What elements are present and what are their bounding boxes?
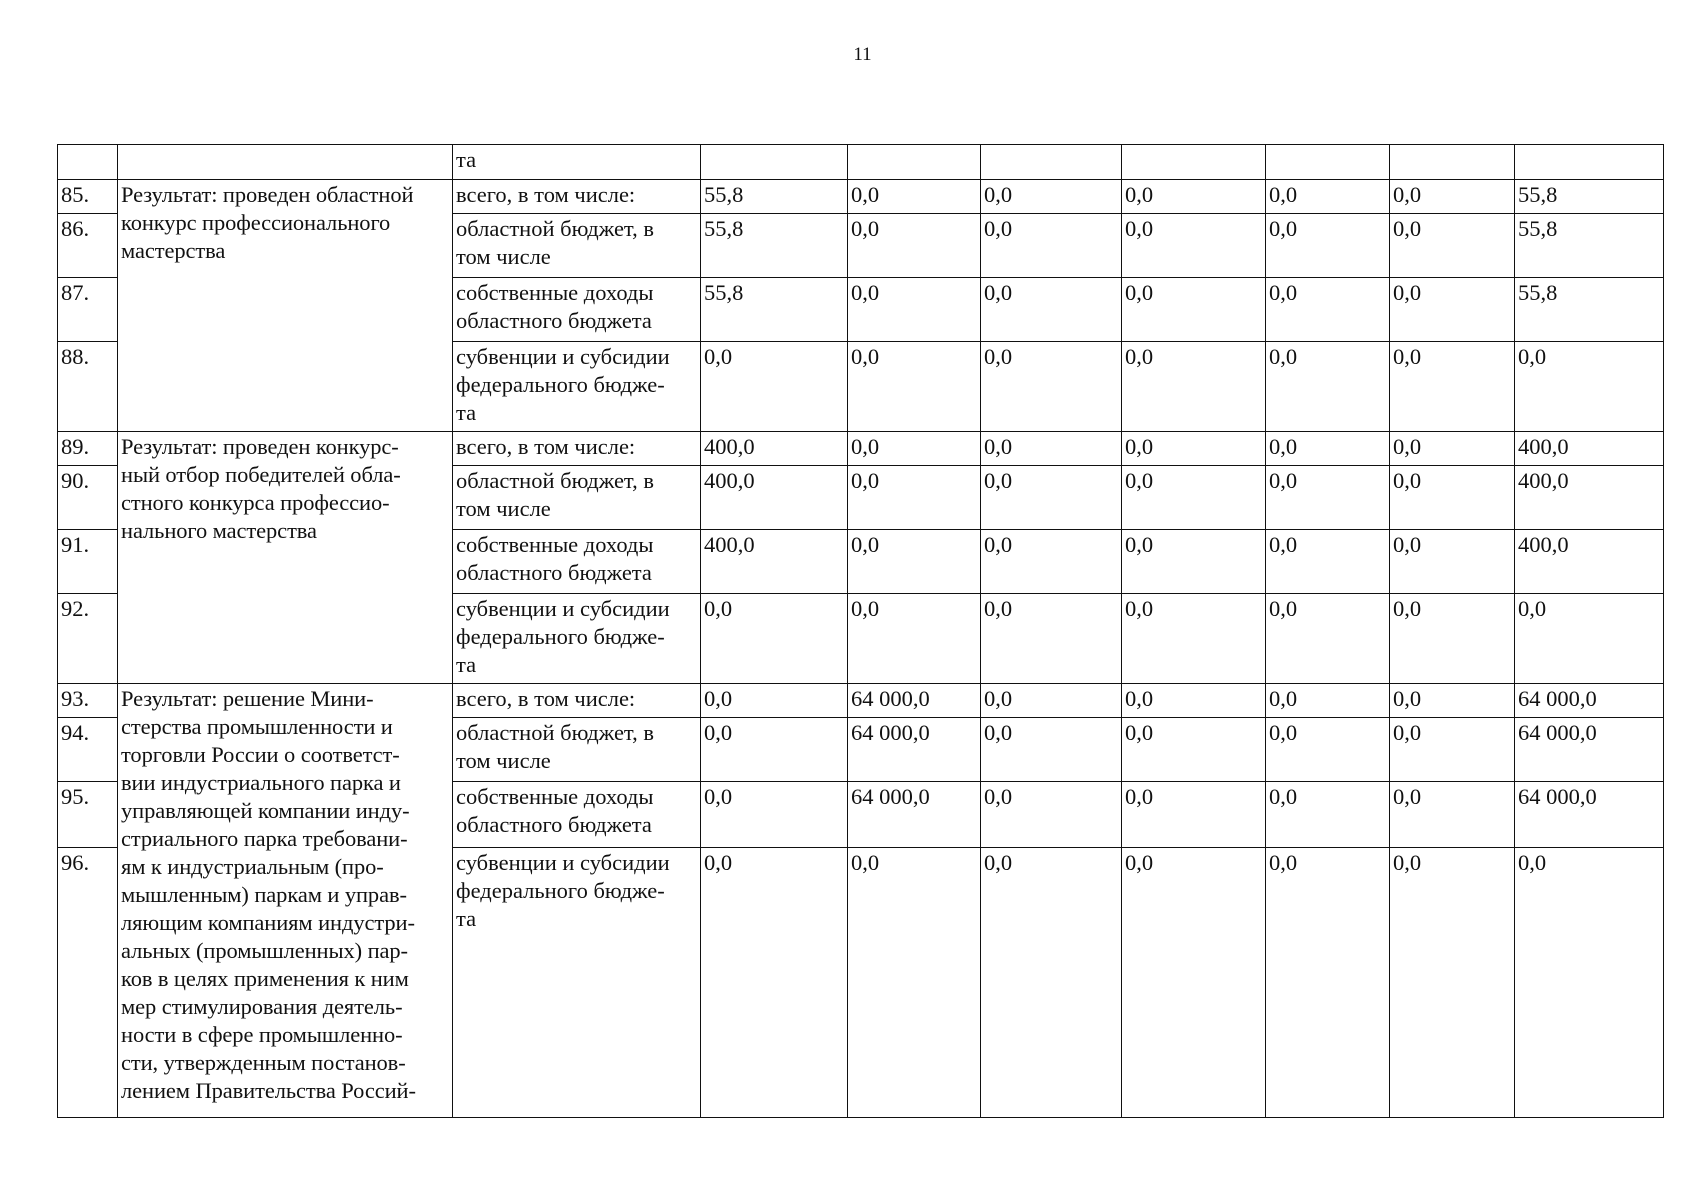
row-number-cell: 93. [58, 684, 118, 718]
value-cell [1266, 145, 1390, 180]
row-number-cell: 92. [58, 594, 118, 684]
value-cell: 0,0 [1390, 466, 1515, 530]
value-cell [981, 145, 1122, 180]
value-cell: 0,0 [701, 594, 848, 684]
value-cell: 0,0 [701, 342, 848, 432]
value-cell: 400,0 [1515, 530, 1664, 594]
value-cell: 0,0 [1266, 432, 1390, 466]
value-cell: 0,0 [848, 466, 981, 530]
value-cell: 0,0 [1122, 342, 1266, 432]
value-cell: 64 000,0 [848, 718, 981, 782]
value-cell: 0,0 [848, 342, 981, 432]
value-cell: 0,0 [981, 180, 1122, 214]
value-cell: 0,0 [1266, 594, 1390, 684]
row-number-cell: 87. [58, 278, 118, 342]
value-cell: 0,0 [981, 342, 1122, 432]
value-cell: 0,0 [1266, 278, 1390, 342]
value-cell: 0,0 [1266, 684, 1390, 718]
value-cell: 0,0 [1122, 432, 1266, 466]
value-cell: 64 000,0 [848, 782, 981, 848]
value-cell: 0,0 [1515, 342, 1664, 432]
row-number-cell: 88. [58, 342, 118, 432]
value-cell: 0,0 [1390, 530, 1515, 594]
row-number-cell: 94. [58, 718, 118, 782]
row-number-cell: 90. [58, 466, 118, 530]
funding-source-text: субвенции и субсидии федерального бюдже- та [456, 344, 670, 425]
funding-source-cell [453, 718, 701, 782]
value-cell: 0,0 [1122, 848, 1266, 1118]
value-cell: 0,0 [1515, 594, 1664, 684]
value-cell: 55,8 [701, 180, 848, 214]
value-cell: 55,8 [701, 214, 848, 278]
value-cell: 0,0 [981, 214, 1122, 278]
funding-source-text: субвенции и субсидии федерального бюдже- та [456, 850, 670, 931]
funding-source-text: собственные доходы областного бюджета [456, 280, 654, 333]
value-cell: 0,0 [1122, 530, 1266, 594]
value-cell: 400,0 [1515, 466, 1664, 530]
funding-source-cell [453, 466, 701, 530]
value-cell: 0,0 [981, 718, 1122, 782]
value-cell: 55,8 [1515, 278, 1664, 342]
row-number-cell: 89. [58, 432, 118, 466]
value-cell: 0,0 [701, 684, 848, 718]
value-cell: 0,0 [1390, 782, 1515, 848]
value-cell: 0,0 [848, 214, 981, 278]
value-cell [1390, 145, 1515, 180]
value-cell: 0,0 [981, 432, 1122, 466]
result-cell [118, 145, 453, 180]
value-cell: 55,8 [1515, 180, 1664, 214]
value-cell: 0,0 [701, 782, 848, 848]
row-number-cell: 91. [58, 530, 118, 594]
value-cell: 0,0 [981, 848, 1122, 1118]
funding-source-text: всего, в том числе: [456, 686, 636, 711]
result-cell [118, 180, 453, 432]
value-cell: 0,0 [1390, 342, 1515, 432]
value-cell: 0,0 [981, 466, 1122, 530]
value-cell: 0,0 [1390, 594, 1515, 684]
value-cell: 64 000,0 [1515, 782, 1664, 848]
funding-source-text: субвенции и субсидии федерального бюдже- та [456, 596, 670, 677]
funding-source-cell [453, 594, 701, 684]
value-cell: 0,0 [1390, 684, 1515, 718]
value-cell: 0,0 [701, 718, 848, 782]
value-cell: 0,0 [1266, 782, 1390, 848]
funding-source-cell [453, 782, 701, 848]
table-body [58, 145, 1664, 1118]
value-cell: 0,0 [1390, 848, 1515, 1118]
value-cell: 0,0 [1266, 530, 1390, 594]
value-cell: 0,0 [1390, 432, 1515, 466]
value-cell: 0,0 [1122, 718, 1266, 782]
row-number-cell: 96. [58, 848, 118, 1118]
budget-table [57, 144, 1664, 1118]
table-row [58, 684, 1664, 718]
table-row [58, 180, 1664, 214]
funding-source-text: всего, в том числе: [456, 182, 636, 207]
value-cell [1122, 145, 1266, 180]
result-cell [118, 684, 453, 1118]
value-cell: 0,0 [1266, 342, 1390, 432]
value-cell: 0,0 [848, 848, 981, 1118]
value-cell: 400,0 [701, 530, 848, 594]
funding-source-text: областной бюджет, в том числе [456, 216, 654, 269]
value-cell: 0,0 [848, 278, 981, 342]
funding-source-text: собственные доходы областного бюджета [456, 532, 654, 585]
result-text: Результат: проведен областной конкурс профессионального мастерства [121, 182, 414, 263]
value-cell: 0,0 [1122, 782, 1266, 848]
continuation-row [58, 145, 1664, 180]
funding-source-text: областной бюджет, в том числе [456, 720, 654, 773]
value-cell: 0,0 [1390, 718, 1515, 782]
value-cell: 55,8 [1515, 214, 1664, 278]
funding-source-cell [453, 214, 701, 278]
funding-source-cell [453, 180, 701, 214]
value-cell: 0,0 [1122, 278, 1266, 342]
value-cell: 0,0 [1390, 180, 1515, 214]
value-cell [701, 145, 848, 180]
funding-source-cell [453, 848, 701, 1118]
result-text: Результат: проведен конкурс- ный отбор победителей обла- стного конкурса профессио- нального мастерства [121, 434, 401, 543]
value-cell: 0,0 [1390, 214, 1515, 278]
funding-source-text: та [456, 147, 477, 172]
funding-source-text: областной бюджет, в том числе [456, 468, 654, 521]
value-cell: 0,0 [848, 530, 981, 594]
value-cell: 0,0 [1122, 214, 1266, 278]
value-cell: 0,0 [1266, 214, 1390, 278]
row-number-cell: 86. [58, 214, 118, 278]
value-cell: 0,0 [848, 180, 981, 214]
value-cell [1515, 145, 1664, 180]
value-cell: 0,0 [981, 530, 1122, 594]
funding-source-cell [453, 145, 701, 180]
value-cell: 64 000,0 [1515, 718, 1664, 782]
table-row [58, 432, 1664, 466]
row-number-cell: 85. [58, 180, 118, 214]
value-cell: 0,0 [1515, 848, 1664, 1118]
value-cell: 0,0 [1122, 180, 1266, 214]
value-cell: 0,0 [981, 782, 1122, 848]
value-cell: 0,0 [981, 684, 1122, 718]
funding-source-cell [453, 278, 701, 342]
funding-source-cell [453, 684, 701, 718]
row-number-cell [58, 145, 118, 180]
value-cell: 0,0 [1122, 684, 1266, 718]
funding-source-text: всего, в том числе: [456, 434, 636, 459]
value-cell: 0,0 [981, 594, 1122, 684]
value-cell: 55,8 [701, 278, 848, 342]
value-cell: 64 000,0 [848, 684, 981, 718]
value-cell: 0,0 [1266, 848, 1390, 1118]
value-cell: 0,0 [848, 432, 981, 466]
value-cell: 400,0 [1515, 432, 1664, 466]
value-cell: 0,0 [1122, 594, 1266, 684]
funding-source-text: собственные доходы областного бюджета [456, 784, 654, 837]
row-number-cell: 95. [58, 782, 118, 848]
value-cell: 0,0 [848, 594, 981, 684]
result-text: Результат: решение Мини- стерства промышленности и торговли России о соответст- вии индустриального парка и управляющей компании инду- стриального парка требовани- ям к индустриальным (про- мышленным) паркам и управ- ляющим компаниям индустри- альных (промышленных) пар- ков в целях применения к ним мер стимулирования деятель- ности в сфере промышленно- сти, утвержденным постанов- лением Правительства Россий- [121, 686, 416, 1103]
value-cell: 0,0 [1390, 278, 1515, 342]
funding-source-cell [453, 432, 701, 466]
funding-source-cell [453, 530, 701, 594]
funding-source-cell [453, 342, 701, 432]
value-cell: 400,0 [701, 466, 848, 530]
value-cell: 0,0 [1266, 180, 1390, 214]
value-cell: 0,0 [1266, 718, 1390, 782]
value-cell: 0,0 [701, 848, 848, 1118]
value-cell: 400,0 [701, 432, 848, 466]
value-cell: 0,0 [1266, 466, 1390, 530]
value-cell: 0,0 [981, 278, 1122, 342]
value-cell: 64 000,0 [1515, 684, 1664, 718]
result-cell [118, 432, 453, 684]
value-cell: 0,0 [1122, 466, 1266, 530]
value-cell [848, 145, 981, 180]
page-number: 11 [853, 44, 872, 65]
